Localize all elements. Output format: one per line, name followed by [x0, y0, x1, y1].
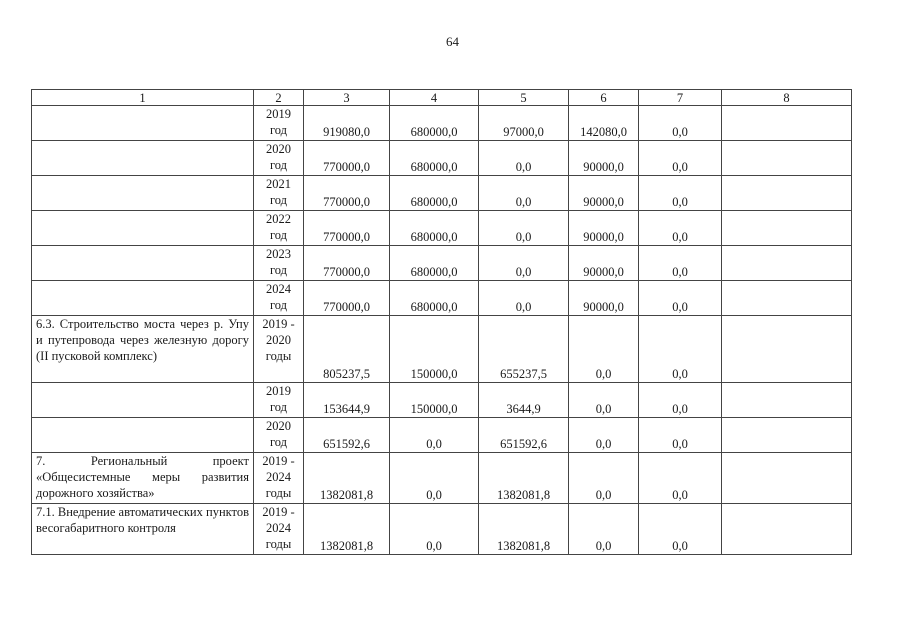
row-total: 651592,6 — [304, 418, 390, 453]
row-value-5: 3644,9 — [479, 383, 569, 418]
table-row — [32, 106, 852, 141]
row-value-4: 680000,0 — [390, 106, 479, 141]
row-value-7: 0,0 — [639, 141, 722, 176]
row-note — [722, 383, 852, 418]
row-value-7: 0,0 — [639, 106, 722, 141]
row-period: 2020 год — [254, 141, 304, 176]
row-value-4: 0,0 — [390, 504, 479, 555]
table-row — [32, 453, 852, 504]
row-value-6: 90000,0 — [569, 141, 639, 176]
table-row — [32, 383, 852, 418]
row-name — [32, 246, 254, 281]
row-name — [32, 418, 254, 453]
col-header-5: 5 — [479, 90, 569, 106]
row-value-6: 142080,0 — [569, 106, 639, 141]
row-total: 1382081,8 — [304, 504, 390, 555]
row-value-6: 90000,0 — [569, 281, 639, 316]
col-header-6: 6 — [569, 90, 639, 106]
row-total: 153644,9 — [304, 383, 390, 418]
row-value-5: 0,0 — [479, 281, 569, 316]
col-header-7: 7 — [639, 90, 722, 106]
row-note — [722, 106, 852, 141]
table-row — [32, 211, 852, 246]
page-number: 64 — [446, 34, 459, 49]
row-total: 770000,0 — [304, 141, 390, 176]
row-total: 770000,0 — [304, 211, 390, 246]
row-value-7: 0,0 — [639, 504, 722, 555]
row-value-6: 0,0 — [569, 418, 639, 453]
row-value-7: 0,0 — [639, 281, 722, 316]
row-value-6: 90000,0 — [569, 246, 639, 281]
row-note — [722, 176, 852, 211]
row-value-6: 90000,0 — [569, 176, 639, 211]
col-header-1: 1 — [32, 90, 254, 106]
row-value-6: 90000,0 — [569, 211, 639, 246]
row-note — [722, 316, 852, 383]
row-value-4: 680000,0 — [390, 281, 479, 316]
table-row — [32, 316, 852, 383]
row-value-4: 680000,0 — [390, 141, 479, 176]
row-name: 7.1. Внедрение автоматических пунктов весогабаритного контроля — [32, 504, 254, 555]
row-note — [722, 418, 852, 453]
row-value-6: 0,0 — [569, 453, 639, 504]
budget-table — [31, 89, 852, 555]
row-value-7: 0,0 — [639, 453, 722, 504]
header-row — [32, 90, 852, 106]
row-value-5: 0,0 — [479, 176, 569, 211]
row-value-7: 0,0 — [639, 211, 722, 246]
row-value-5: 97000,0 — [479, 106, 569, 141]
col-header-4: 4 — [390, 90, 479, 106]
table-row — [32, 141, 852, 176]
table-row — [32, 281, 852, 316]
table-row — [32, 504, 852, 555]
row-value-4: 0,0 — [390, 453, 479, 504]
row-note — [722, 453, 852, 504]
row-value-6: 0,0 — [569, 316, 639, 383]
row-name — [32, 176, 254, 211]
col-header-2: 2 — [254, 90, 304, 106]
row-period: 2019 год — [254, 383, 304, 418]
row-value-5: 0,0 — [479, 246, 569, 281]
row-value-5: 0,0 — [479, 211, 569, 246]
row-period: 2020 год — [254, 418, 304, 453]
row-total: 770000,0 — [304, 281, 390, 316]
row-value-5: 1382081,8 — [479, 453, 569, 504]
row-value-5: 651592,6 — [479, 418, 569, 453]
row-total: 770000,0 — [304, 246, 390, 281]
row-value-7: 0,0 — [639, 316, 722, 383]
row-name — [32, 383, 254, 418]
row-value-4: 0,0 — [390, 418, 479, 453]
row-total: 919080,0 — [304, 106, 390, 141]
row-period: 2019 год — [254, 106, 304, 141]
row-note — [722, 504, 852, 555]
row-value-4: 680000,0 — [390, 211, 479, 246]
row-value-4: 680000,0 — [390, 246, 479, 281]
col-header-3: 3 — [304, 90, 390, 106]
row-value-6: 0,0 — [569, 504, 639, 555]
row-name — [32, 281, 254, 316]
row-name — [32, 211, 254, 246]
row-name: 7. Региональный проект «Общесистемные меры развития дорожного хозяйства» — [32, 453, 254, 504]
row-value-5: 0,0 — [479, 141, 569, 176]
col-header-8: 8 — [722, 90, 852, 106]
row-period: 2021 год — [254, 176, 304, 211]
row-name — [32, 106, 254, 141]
row-value-7: 0,0 — [639, 383, 722, 418]
row-value-7: 0,0 — [639, 418, 722, 453]
row-period: 2024 год — [254, 281, 304, 316]
row-period: 2023 год — [254, 246, 304, 281]
row-period: 2022 год — [254, 211, 304, 246]
row-total: 1382081,8 — [304, 453, 390, 504]
row-period: 2019 - 2024 годы — [254, 504, 304, 555]
table-row — [32, 418, 852, 453]
row-value-4: 680000,0 — [390, 176, 479, 211]
row-period: 2019 - 2020 годы — [254, 316, 304, 383]
row-note — [722, 281, 852, 316]
row-note — [722, 246, 852, 281]
row-value-7: 0,0 — [639, 246, 722, 281]
row-value-6: 0,0 — [569, 383, 639, 418]
row-value-4: 150000,0 — [390, 383, 479, 418]
row-name: 6.3. Строительство моста через р. Упу и путепровода через железную дорогу (II пусковой комплекс) — [32, 316, 254, 383]
row-period: 2019 - 2024 годы — [254, 453, 304, 504]
row-total: 805237,5 — [304, 316, 390, 383]
table-row — [32, 246, 852, 281]
row-value-7: 0,0 — [639, 176, 722, 211]
row-name — [32, 141, 254, 176]
table-row — [32, 176, 852, 211]
row-note — [722, 211, 852, 246]
row-total: 770000,0 — [304, 176, 390, 211]
row-value-5: 1382081,8 — [479, 504, 569, 555]
row-value-4: 150000,0 — [390, 316, 479, 383]
row-note — [722, 141, 852, 176]
row-value-5: 655237,5 — [479, 316, 569, 383]
